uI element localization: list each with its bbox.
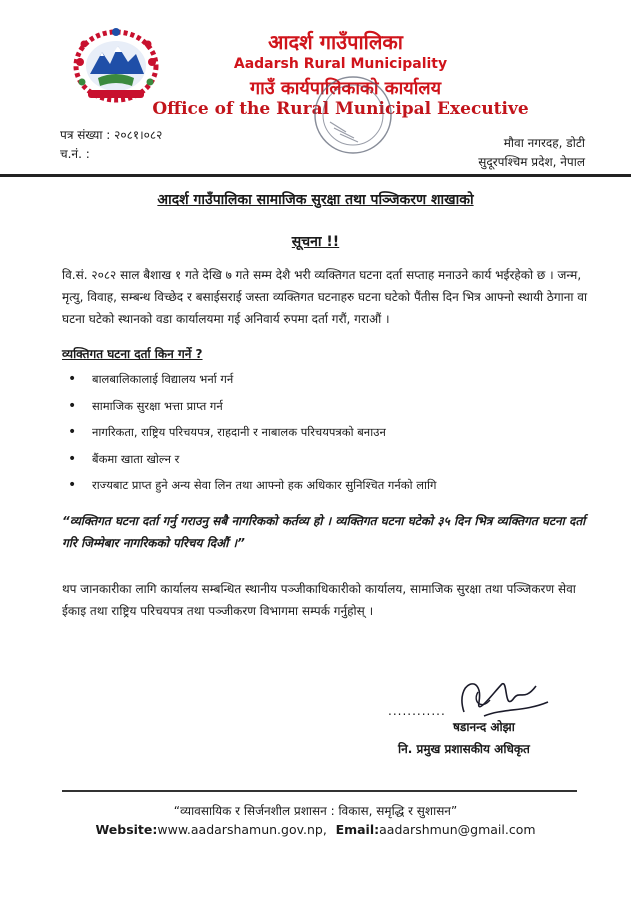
citizen-duty-quote: “व्यक्तिगत घटना दर्ता गर्नु गराउनु सबै नागरिकको कर्तव्य हो । व्यक्तिगत घटना घटेको ३५ दिन भित्र व्यक्तिगत घटना दर्ता गरि जिम्मेबार नागरिकको परिचय दिऔं ।” xyxy=(62,514,586,550)
dispatch-number: च.नं. : xyxy=(60,147,90,161)
list-item: • बैंकमा खाता खोल्न र xyxy=(62,446,436,473)
notice-paragraph-1: वि.सं. २०८२ साल बैशाख १ गते देखि ७ गते सम्म देशै भरी व्यक्तिगत घटना दर्ता सप्ताह मनाउने कार्य भईरहेको छ । जन्म, मृत्यु, विवाह, सम्बन्ध विच्छेद र बसाईसराई जस्ता व्यक्तिगत घटनाहरु घटना घटेको पैंतीस दिन भित्र आफ्नो स्थायी ठेगाना वा घटना घटेको स्थानको वडा कार्यालयमा गई अनिवार्य रुपमा दर्ता गरौं, गराऔं । xyxy=(62,268,588,326)
address-line-1: मौवा नगरदह, डोटी xyxy=(503,136,585,150)
list-item: • बालबालिकालाई विद्यालय भर्ना गर्न xyxy=(62,366,436,393)
office-stamp-icon xyxy=(310,72,396,158)
government-emblem-icon xyxy=(68,22,164,104)
footer-motto: “व्यावसायिक र सिर्जनशील प्रशासन : विकास, समृद्धि र सुशासन” xyxy=(173,804,458,818)
list-item: • राज्यबाट प्राप्त हुने अन्य सेवा लिन तथा आफ्नो हक अधिकार सुनिश्चित गर्नको लागि xyxy=(62,472,436,499)
office-name-english: Office of the Rural Municipal Executive xyxy=(152,99,529,119)
notice-paragraph-2: थप जानकारीका लागि कार्यालय सम्बन्धित स्थानीय पञ्जीकाधिकारीको कार्यालय, सामाजिक सुरक्षा तथा पञ्जिकरण सेवा ईकाइ तथा राष्ट्रिय परिचयपत्र तथा पञ्जीकरण विभागमा सम्पर्क गर्नुहोस् । xyxy=(62,582,576,618)
municipality-name-nepali: आदर्श गाउँपालिका xyxy=(268,30,403,54)
signatory-title: नि. प्रमुख प्रशासकीय अधिकृत xyxy=(398,742,530,756)
website-label: Website: xyxy=(95,822,158,837)
footer-contact xyxy=(0,822,631,837)
letter-number: पत्र संख्या : २०८१।०८२ xyxy=(60,128,163,142)
email-label: Email: xyxy=(335,822,380,837)
website-link[interactable]: www.aadarshamun.gov.np, xyxy=(157,822,327,837)
notice-heading: सूचना !! xyxy=(291,234,340,250)
list-item: • नागरिकता, राष्ट्रिय परिचयपत्र, राहदानी र नाबालक परिचयपत्रको बनाउन xyxy=(62,419,436,446)
municipality-name-english: Aadarsh Rural Municipality xyxy=(233,56,448,72)
section-title: आदर्श गाउँपालिका सामाजिक सुरक्षा तथा पञ्जिकरण शाखाको xyxy=(157,192,474,208)
reasons-list xyxy=(62,366,436,499)
signature-line: ............ xyxy=(388,704,446,718)
office-name-nepali: गाउँ कार्यपालिकाको कार्यालय xyxy=(249,78,442,99)
reference-block xyxy=(60,126,162,164)
list-item: • सामाजिक सुरक्षा भत्ता प्राप्त गर्न xyxy=(62,393,436,420)
address-line-2: सुदूरपश्चिम प्रदेश, नेपाल xyxy=(478,155,585,169)
footer-divider xyxy=(62,790,577,792)
signatory-name: षडानन्द ओझा xyxy=(453,720,515,734)
address-block xyxy=(478,134,585,172)
email-link[interactable]: aadarshmun@gmail.com xyxy=(379,822,536,837)
why-register-heading: व्यक्तिगत घटना दर्ता किन गर्ने ? xyxy=(62,347,203,361)
header-divider xyxy=(0,174,631,177)
